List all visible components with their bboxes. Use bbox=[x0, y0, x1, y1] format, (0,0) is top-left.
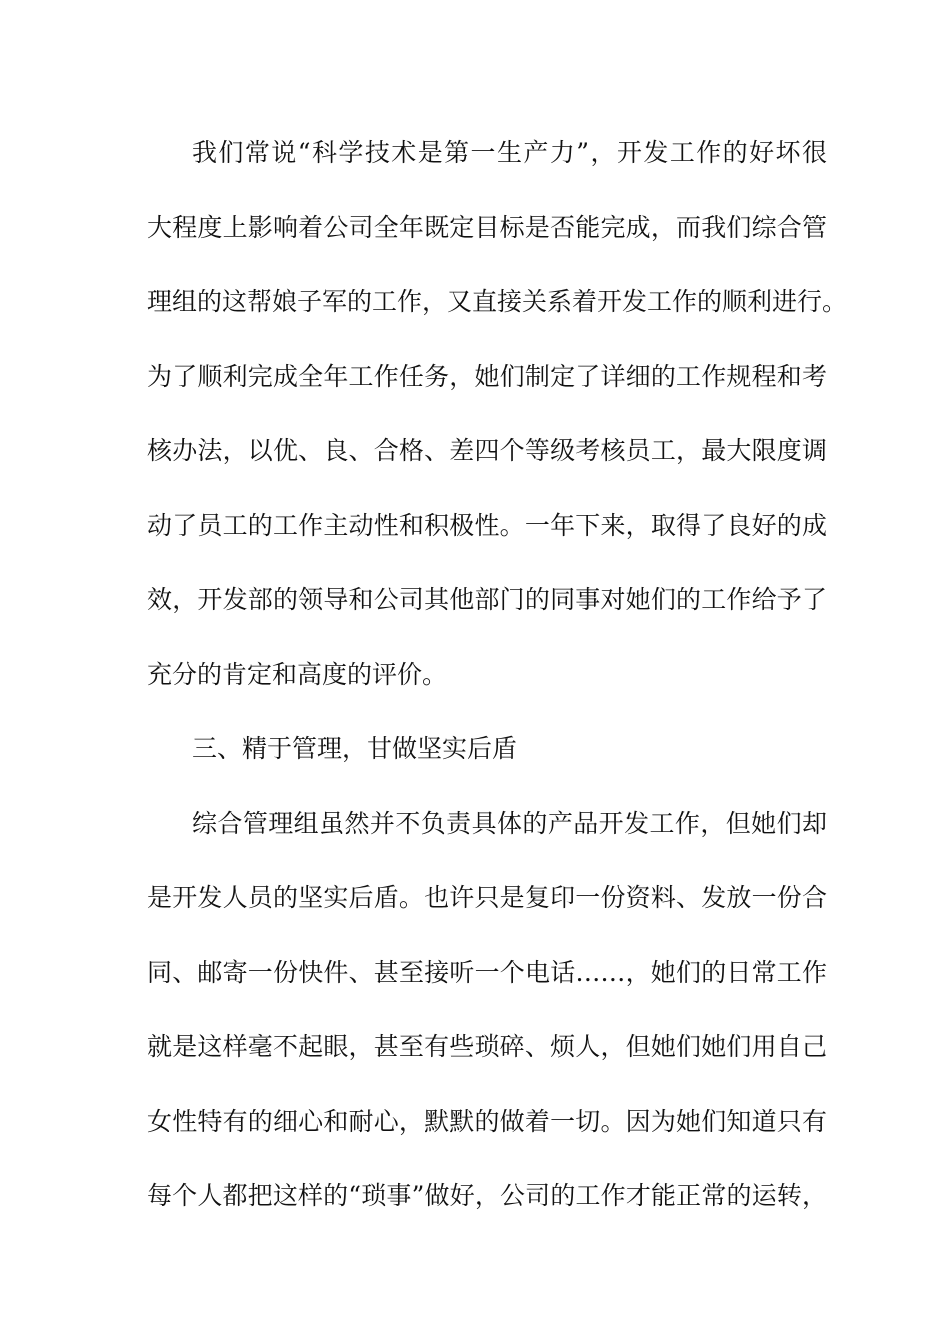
paragraph-1-line-3: 理组的这帮娘子军的工作，又直接关系着开发工作的顺利进行。 bbox=[147, 287, 848, 316]
section-heading: 三、精于管理，甘做坚实后盾 bbox=[192, 734, 518, 763]
paragraph-2-line-4: 就是这样毫不起眼，甚至有些琐碎、烦人，但她们她们用自己 bbox=[147, 1032, 827, 1061]
paragraph-2-line-6: 每个人都把这样的“琐事”做好，公司的工作才能正常的运转， bbox=[147, 1181, 827, 1210]
paragraph-2-line-2: 是开发人员的坚实后盾。也许只是复印一份资料、发放一份合 bbox=[147, 883, 827, 912]
paragraph-1-line-8: 充分的肯定和高度的评价。 bbox=[147, 660, 448, 689]
paragraph-1-line-7: 效，开发部的领导和公司其他部门的同事对她们的工作给予了 bbox=[147, 585, 827, 614]
paragraph-2-line-3: 同、邮寄一份快件、甚至接听一个电话……，她们的日常工作 bbox=[147, 958, 827, 987]
paragraph-1-line-5: 核办法，以优、良、合格、差四个等级考核员工，最大限度调 bbox=[147, 436, 827, 465]
paragraph-1-line-6: 动了员工的工作主动性和积极性。一年下来，取得了良好的成 bbox=[147, 511, 827, 540]
paragraph-1-line-1: 我们常说“科学技术是第一生产力”，开发工作的好坏很 bbox=[192, 138, 827, 167]
paragraph-2-line-1: 综合管理组虽然并不负责具体的产品开发工作，但她们却 bbox=[192, 809, 827, 838]
paragraph-2-line-5: 女性特有的细心和耐心，默默的做着一切。因为她们知道只有 bbox=[147, 1107, 827, 1136]
paragraph-1-line-2: 大程度上影响着公司全年既定目标是否能完成，而我们综合管 bbox=[147, 213, 827, 242]
paragraph-1-line-4: 为了顺利完成全年工作任务，她们制定了详细的工作规程和考 bbox=[147, 362, 827, 391]
